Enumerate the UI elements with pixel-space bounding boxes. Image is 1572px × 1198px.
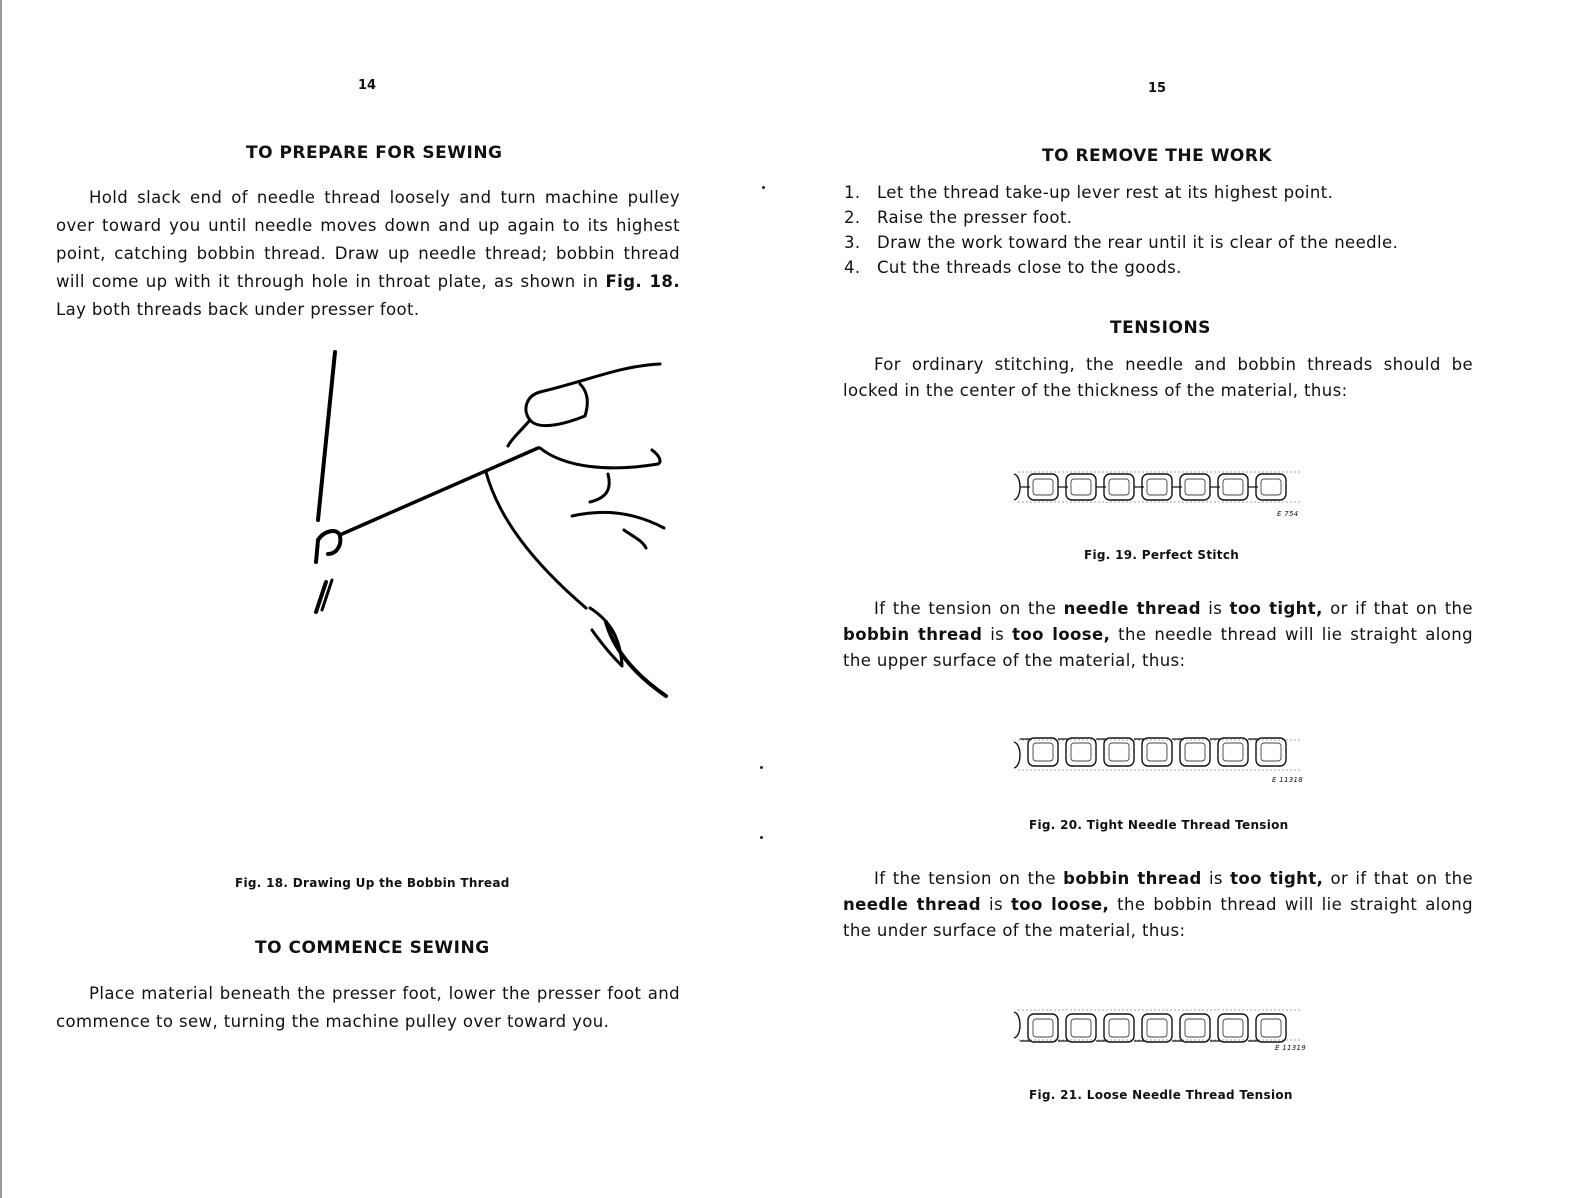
list-item — [844, 180, 1494, 205]
stitch-loop — [1142, 738, 1172, 766]
figure-20-stitch-diagram — [1010, 730, 1310, 786]
stitch-inner-loop — [1147, 479, 1167, 495]
stitch-inner-loop — [1071, 1019, 1091, 1037]
stitch-inner-loop — [1109, 479, 1129, 495]
stitch-inner-loop — [1071, 743, 1091, 761]
step-number: 4. — [844, 258, 861, 277]
figure-21-code: E 11319 — [1275, 1044, 1307, 1052]
stitch-loop — [1218, 1014, 1248, 1042]
scan-speck — [760, 836, 763, 839]
stitch-loop — [1180, 738, 1210, 766]
text: is — [1200, 599, 1230, 618]
prepare-paragraph — [56, 184, 680, 324]
stitch-inner-loop — [1185, 743, 1205, 761]
stitch-loop — [1066, 738, 1096, 766]
stitch-loop — [1256, 474, 1286, 500]
figure-19-code: E 754 — [1277, 510, 1299, 518]
stitch-start — [1014, 1012, 1020, 1038]
stitch-loop — [1066, 474, 1096, 500]
stitch-inner-loop — [1223, 1019, 1243, 1037]
stitch-loop — [1066, 1014, 1096, 1042]
bold-term: bobbin thread — [843, 625, 983, 644]
section-heading-commence: TO COMMENCE SEWING — [255, 938, 490, 958]
stitch-inner-loop — [1261, 479, 1281, 495]
step-number: 2. — [844, 208, 861, 227]
step-text: Raise the presser foot. — [877, 208, 1073, 227]
stitch-inner-loop — [1261, 1019, 1281, 1037]
stitch-inner-loop — [1223, 743, 1243, 761]
stitch-loop — [1218, 474, 1248, 500]
bold-term: bobbin thread — [1063, 869, 1202, 888]
text: If the tension on the — [874, 599, 1064, 618]
text: or if that on the — [1322, 599, 1473, 618]
stitch-loop — [1180, 474, 1210, 500]
figure-21-caption: Fig. 21. Loose Needle Thread Tension — [1029, 1088, 1293, 1102]
tight-needle-paragraph — [843, 596, 1473, 674]
text: the needle thread will lie straight along the upper surface of the material, thus: — [843, 625, 1473, 670]
text: If the tension on the — [874, 869, 1064, 888]
scan-speck — [762, 186, 765, 189]
stitch-loop — [1104, 474, 1134, 500]
stitch-inner-loop — [1033, 479, 1053, 495]
step-text: Cut the threads close to the goods. — [877, 258, 1182, 277]
stitch-loop — [1028, 474, 1058, 500]
stitch-inner-loop — [1185, 479, 1205, 495]
stitch-loop — [1028, 738, 1058, 766]
section-heading-tensions: TENSIONS — [1110, 318, 1211, 338]
text: is — [980, 895, 1011, 914]
list-item — [844, 230, 1494, 255]
bold-term: needle thread — [843, 895, 981, 914]
stitch-inner-loop — [1033, 743, 1053, 761]
stitch-loop — [1256, 738, 1286, 766]
section-heading-prepare: TO PREPARE FOR SEWING — [246, 143, 503, 163]
page-number: 14 — [358, 78, 377, 93]
step-number: 1. — [844, 183, 861, 202]
stitch-loop — [1104, 1014, 1134, 1042]
stitch-inner-loop — [1185, 1019, 1205, 1037]
figure-reference: Fig. 18. — [605, 272, 680, 291]
page-number: 15 — [1148, 81, 1167, 96]
stitch-inner-loop — [1261, 743, 1281, 761]
stitch-loop — [1256, 1014, 1286, 1042]
stitch-loop — [1142, 474, 1172, 500]
step-text: Let the thread take-up lever rest at its highest point. — [877, 183, 1334, 202]
stitch-loop — [1142, 1014, 1172, 1042]
bold-term: needle thread — [1063, 599, 1201, 618]
scan-speck — [760, 766, 763, 769]
bold-term: too tight, — [1230, 869, 1324, 888]
bold-term: too loose, — [1010, 895, 1110, 914]
section-heading-remove: TO REMOVE THE WORK — [1042, 146, 1273, 166]
stitch-loop — [1104, 738, 1134, 766]
stitch-loop — [1180, 1014, 1210, 1042]
text: is — [1201, 869, 1231, 888]
text: the bobbin thread will lie straight along the under surface of the material, thus: — [843, 895, 1474, 940]
stitch-inner-loop — [1071, 479, 1091, 495]
remove-steps-list — [844, 180, 1494, 280]
list-item — [844, 205, 1494, 230]
prepare-text: Hold slack end of needle thread loosely and turn machine pulley over toward you until needle moves down and up again to its highest point, catching bobbin thread. Draw up needle thread; bobbin thread will come up with it through hole in throat plate, as shown in — [56, 188, 680, 291]
stitch-loop — [1218, 738, 1248, 766]
stitch-inner-loop — [1223, 479, 1243, 495]
figure-20-caption: Fig. 20. Tight Needle Thread Tension — [1029, 818, 1289, 832]
figure-21-stitch-diagram — [1010, 1000, 1310, 1056]
step-number: 3. — [844, 233, 861, 252]
stitch-start — [1014, 474, 1020, 500]
figure-18-illustration — [290, 340, 690, 710]
tight-bobbin-paragraph — [843, 866, 1473, 944]
list-item — [844, 255, 1494, 280]
stitch-inner-loop — [1033, 1019, 1053, 1037]
prepare-text-tail: Lay both threads back under presser foot. — [56, 300, 420, 319]
figure-19-stitch-diagram — [1010, 462, 1310, 522]
step-text: Draw the work toward the rear until it is clear of the needle. — [877, 233, 1399, 252]
text: or if that on the — [1323, 869, 1473, 888]
text: is — [982, 625, 1013, 644]
right-page — [770, 0, 1572, 1198]
figure-19-caption: Fig. 19. Perfect Stitch — [1084, 548, 1240, 562]
stitch-inner-loop — [1109, 1019, 1129, 1037]
figure-20-code: E 11318 — [1272, 776, 1304, 784]
bold-term: too tight, — [1229, 599, 1323, 618]
stitch-start — [1014, 742, 1020, 768]
commence-paragraph: Place material beneath the presser foot, lower the presser foot and commence to sew, turning the machine pulley over toward you. — [56, 984, 680, 1031]
figure-18-caption: Fig. 18. Drawing Up the Bobbin Thread — [235, 876, 510, 890]
stitch-inner-loop — [1147, 743, 1167, 761]
left-page — [0, 0, 770, 1198]
bold-term: too loose, — [1012, 625, 1111, 644]
stitch-inner-loop — [1109, 743, 1129, 761]
stitch-loop — [1028, 1014, 1058, 1042]
stitch-inner-loop — [1147, 1019, 1167, 1037]
tensions-intro: For ordinary stitching, the needle and bobbin threads should be locked in the center of the thickness of the material, thus: — [843, 355, 1473, 400]
